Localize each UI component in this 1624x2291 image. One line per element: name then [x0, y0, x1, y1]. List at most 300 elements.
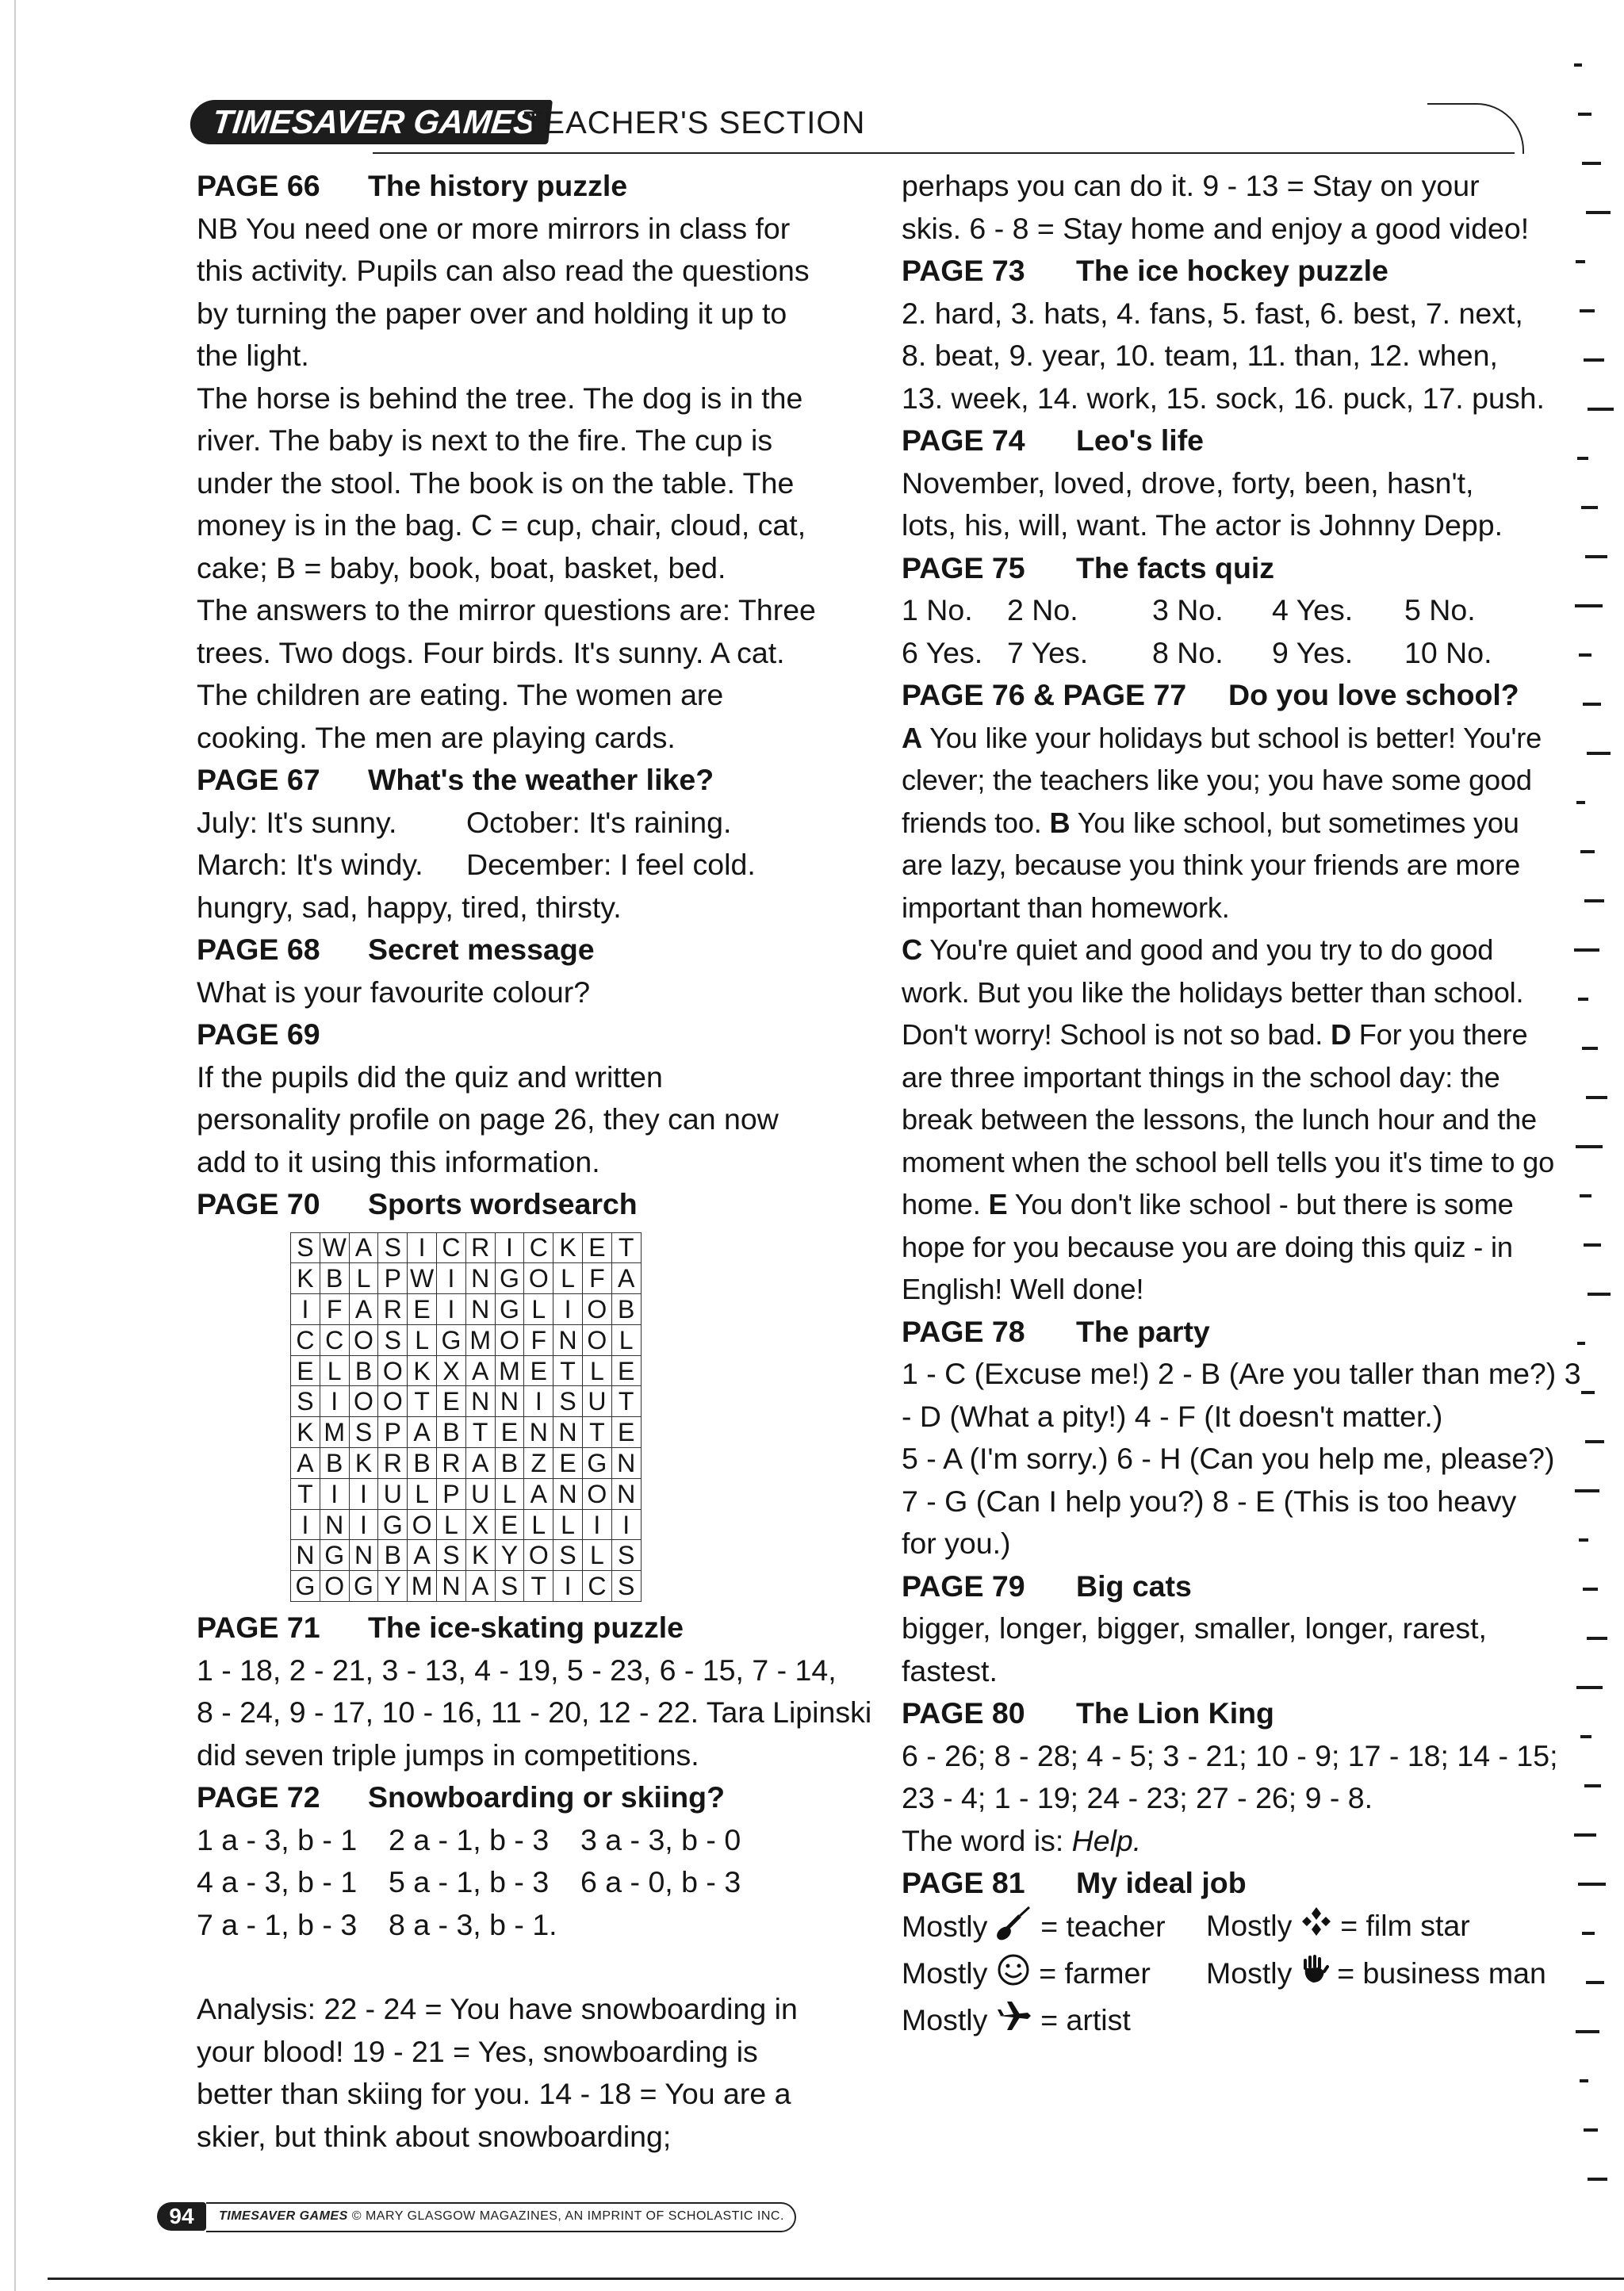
facts-quiz-answer: 5 No. — [1404, 593, 1476, 626]
wordsearch-cell: B — [378, 1540, 408, 1571]
weather-extra: hungry, sad, happy, tired, thirsty. — [197, 890, 622, 924]
wordsearch-cell: O — [349, 1324, 378, 1355]
wordsearch-cell: A — [465, 1571, 495, 1602]
section-body-page-73 — [902, 293, 1568, 420]
facts-quiz-answer: 1 No. — [902, 593, 973, 626]
wordsearch-cell: B — [436, 1417, 465, 1448]
wordsearch-cell: S — [553, 1386, 583, 1417]
lion-king-word: The word is: Help. — [902, 1823, 1142, 1857]
left-column — [197, 165, 879, 2158]
section-body-page-78 — [902, 1353, 1581, 1565]
wordsearch-row — [291, 1417, 642, 1448]
section-heading-page-76-77: PAGE 76 & PAGE 77 Do you love school? — [902, 678, 1519, 711]
text-line: NB You need one or more mirrors in class for — [197, 211, 791, 245]
section-body-page-80 — [902, 1735, 1568, 1820]
right-column — [902, 165, 1581, 2044]
snowboarding-answer: 7 a - 1, b - 3 — [197, 1907, 358, 1941]
school-quiz-results: A You like your holidays but school is better! You're clever; the teachers like you; you have some good friends too. B You like school, but sometimes you are lazy, because you think your friends are more important than homework. C You're quiet and good and you try to do good work. But you like the holidays better than school. Don't worry! School is not so bad. D For you there are three important things in the school day: the break between the lessons, the lunch hour and the moment when the school bell tells you it's time to go home. E You don't like school - but there is some hope for you because you are doing this quiz - in English! Well done! — [902, 721, 1555, 1305]
wordsearch-cell: B — [408, 1448, 437, 1479]
section-heading-page-71: PAGE 71 The ice-skating puzzle — [197, 1611, 684, 1645]
wordsearch-cell: L — [553, 1263, 583, 1294]
facts-quiz-answers — [902, 589, 1568, 674]
page-header — [190, 100, 1530, 155]
wordsearch-cell: O — [408, 1509, 437, 1540]
text-line: trees. Two dogs. Four birds. It's sunny. A cat. — [197, 635, 785, 669]
snowboarding-answer: 2 a - 1, b - 3 — [389, 1822, 550, 1856]
wordsearch-cell: I — [611, 1509, 641, 1540]
wordsearch-cell: R — [465, 1232, 495, 1263]
wordsearch-cell: E — [582, 1232, 611, 1263]
job-farmer: Mostly = farmer — [902, 1952, 1206, 1999]
wordsearch-cell: S — [291, 1232, 320, 1263]
airplane-icon — [996, 2000, 1032, 2044]
text-line: - D (What a pity!) 4 - F (It doesn't matter.) — [902, 1399, 1443, 1433]
edge-mark — [1580, 2079, 1588, 2082]
edge-mark — [1580, 850, 1595, 853]
wordsearch-row — [291, 1540, 642, 1571]
wordsearch-cell: C — [582, 1571, 611, 1602]
weather-answers — [197, 802, 879, 887]
wordsearch-cell: A — [291, 1448, 320, 1479]
wordsearch-cell: R — [378, 1294, 408, 1325]
text-line: If the pupils did the quiz and written — [197, 1059, 663, 1094]
edge-mark — [1582, 162, 1601, 165]
edge-mark — [1575, 1489, 1599, 1492]
wordsearch-cell: K — [553, 1232, 583, 1263]
wordsearch-cell: N — [465, 1386, 495, 1417]
wordsearch-cell: G — [349, 1571, 378, 1602]
section-heading-page-67: PAGE 67 What's the weather like? — [197, 763, 714, 796]
wordsearch-cell: Y — [495, 1540, 524, 1571]
wordsearch-cell: T — [408, 1386, 437, 1417]
edge-mark — [1588, 1293, 1611, 1296]
wordsearch-cell: E — [524, 1355, 553, 1386]
edge-mark — [1578, 1883, 1606, 1886]
edge-mark — [1587, 1637, 1607, 1640]
text-line: your blood! 19 - 21 = Yes, snowboarding is — [197, 2034, 758, 2068]
page-left-edge — [14, 0, 16, 2291]
wordsearch-row — [291, 1263, 642, 1294]
wordsearch-cell: T — [611, 1232, 641, 1263]
wordsearch-cell: O — [582, 1478, 611, 1509]
wordsearch-cell: E — [495, 1509, 524, 1540]
wordsearch-cell: E — [408, 1294, 437, 1325]
page-bottom-edge — [48, 2278, 1624, 2280]
wordsearch-cell: B — [611, 1294, 641, 1325]
wordsearch-row — [291, 1386, 642, 1417]
edge-mark — [1576, 1145, 1603, 1148]
section-body-page-66 — [197, 208, 879, 760]
text-line: 1 - 18, 2 - 21, 3 - 13, 4 - 19, 5 - 23, 6 - 15, 7 - 14, — [197, 1653, 837, 1687]
wordsearch-cell: A — [465, 1448, 495, 1479]
wordsearch-cell: I — [349, 1478, 378, 1509]
job-film-star: Mostly = film star — [1206, 1905, 1539, 1953]
wordsearch-cell: E — [553, 1448, 583, 1479]
footer-credit: TIMESAVER GAMES © MARY GLASGOW MAGAZINES, AN IMPRINT OF SCHOLASTIC INC. — [219, 2209, 784, 2223]
wordsearch-cell: I — [553, 1294, 583, 1325]
wordsearch-cell: S — [378, 1232, 408, 1263]
wordsearch-cell: S — [611, 1571, 641, 1602]
section-heading-page-68: PAGE 68 Secret message — [197, 933, 595, 966]
edge-mark — [1587, 752, 1611, 755]
text-line: skier, but think about snowboarding; — [197, 2119, 672, 2153]
wordsearch-cell: E — [611, 1417, 641, 1448]
wordsearch-cell: A — [349, 1232, 378, 1263]
wordsearch-cell: A — [611, 1263, 641, 1294]
wordsearch-cell: G — [291, 1571, 320, 1602]
snowboarding-analysis — [197, 1988, 879, 2158]
wordsearch-cell: O — [378, 1355, 408, 1386]
wordsearch-cell: Y — [378, 1571, 408, 1602]
edge-mark — [1577, 457, 1588, 460]
wordsearch-cell: P — [378, 1417, 408, 1448]
section-heading-page-74: PAGE 74 Leo's life — [902, 423, 1205, 457]
edge-mark — [1574, 948, 1599, 952]
wordsearch-cell: A — [408, 1417, 437, 1448]
text-line: Analysis: 22 - 24 = You have snowboarding in — [197, 1992, 798, 2026]
weather-answer: July: It's sunny. — [197, 805, 397, 839]
section-body-page-79 — [902, 1607, 1568, 1692]
edge-mark — [1574, 1833, 1596, 1837]
section-body-page-71 — [197, 1649, 879, 1777]
wordsearch-cell: U — [378, 1478, 408, 1509]
text-line: cake; B = baby, book, boat, basket, bed. — [197, 550, 726, 584]
edge-mark — [1575, 604, 1603, 607]
wordsearch-cell: T — [611, 1386, 641, 1417]
text-line: 7 - G (Can I help you?) 8 - E (This is too heavy — [902, 1484, 1517, 1518]
edge-mark — [1576, 1686, 1603, 1689]
edge-mark — [1586, 211, 1611, 214]
section-heading-page-80: PAGE 80 The Lion King — [902, 1696, 1274, 1730]
edge-mark — [1586, 1096, 1607, 1099]
facts-quiz-answer: 2 No. — [1007, 593, 1078, 626]
edge-mark — [1583, 703, 1601, 706]
edge-mark — [1584, 2128, 1598, 2132]
wordsearch-cell: E — [611, 1355, 641, 1386]
edge-mark — [1576, 2030, 1599, 2033]
wordsearch-cell: I — [495, 1232, 524, 1263]
wordsearch-cell: U — [465, 1478, 495, 1509]
wordsearch-cell: P — [378, 1263, 408, 1294]
header-rule — [373, 152, 1515, 154]
wordsearch-row — [291, 1571, 642, 1602]
wordsearch-cell: B — [495, 1448, 524, 1479]
wordsearch-cell: N — [436, 1571, 465, 1602]
edge-mark — [1584, 358, 1604, 362]
wordsearch-row — [291, 1232, 642, 1263]
edge-mark — [1580, 309, 1595, 312]
wordsearch-cell: G — [495, 1294, 524, 1325]
snowboarding-answer: 3 a - 3, b - 0 — [580, 1822, 741, 1856]
wordsearch-cell: C — [320, 1324, 349, 1355]
wordsearch-cell: E — [436, 1386, 465, 1417]
wordsearch-cell: O — [524, 1540, 553, 1571]
facts-quiz-answer: 6 Yes. — [902, 635, 983, 669]
weather-answer: October: It's raining. — [466, 805, 732, 839]
wordsearch-cell: N — [553, 1417, 583, 1448]
wordsearch-row — [291, 1355, 642, 1386]
edge-mark — [1588, 2178, 1607, 2181]
edge-mark — [1586, 1981, 1604, 1984]
section-heading-page-73: PAGE 73 The ice hockey puzzle — [902, 254, 1388, 287]
wordsearch-cell: T — [582, 1417, 611, 1448]
wordsearch-cell: B — [320, 1263, 349, 1294]
edge-mark — [1582, 1047, 1598, 1050]
wordsearch-row — [291, 1324, 642, 1355]
text-line: did seven triple jumps in competitions. — [197, 1737, 699, 1772]
job-teacher: Mostly = teacher — [902, 1905, 1206, 1953]
wordsearch-cell: W — [408, 1263, 437, 1294]
wordsearch-cell: G — [436, 1324, 465, 1355]
text-line: 8 - 24, 9 - 17, 10 - 16, 11 - 20, 12 - 22. Tara Lipinski — [197, 1695, 872, 1730]
text-line: river. The baby is next to the fire. The cup is — [197, 423, 773, 457]
edge-mark — [1579, 1538, 1588, 1542]
wordsearch-cell: I — [436, 1294, 465, 1325]
facts-quiz-answer: 4 Yes. — [1272, 593, 1354, 626]
text-line: add to it using this information. — [197, 1144, 600, 1178]
wordsearch-cell: C — [524, 1232, 553, 1263]
edge-mark — [1581, 1391, 1595, 1394]
wordsearch-cell: O — [524, 1263, 553, 1294]
section-heading-page-79: PAGE 79 Big cats — [902, 1569, 1192, 1603]
wordsearch-cell: I — [436, 1263, 465, 1294]
text-line: this activity. Pupils can also read the questions — [197, 254, 810, 287]
snowboarding-answer: 1 a - 3, b - 1 — [197, 1822, 358, 1856]
header-curve — [1427, 103, 1524, 154]
edge-mark — [1584, 1243, 1601, 1247]
wordsearch-cell: G — [582, 1448, 611, 1479]
section-heading-page-69: PAGE 69 — [197, 1017, 320, 1051]
text-line: personality profile on page 26, they can now — [197, 1102, 779, 1136]
wordsearch-cell: X — [465, 1509, 495, 1540]
wordsearch-cell: K — [349, 1448, 378, 1479]
wordsearch-cell: F — [320, 1294, 349, 1325]
edge-mark — [1585, 1440, 1604, 1443]
wordsearch-row — [291, 1448, 642, 1479]
wordsearch-cell: L — [495, 1478, 524, 1509]
wordsearch-cell: K — [465, 1540, 495, 1571]
wordsearch-cell: M — [320, 1417, 349, 1448]
text-line: under the stool. The book is on the table. The — [197, 465, 795, 500]
wordsearch-cell: O — [582, 1294, 611, 1325]
wordsearch-cell: O — [582, 1324, 611, 1355]
wordsearch-cell: L — [349, 1263, 378, 1294]
wordsearch-cell: L — [582, 1355, 611, 1386]
edge-mark — [1580, 1735, 1591, 1738]
wordsearch-cell: G — [495, 1263, 524, 1294]
wordsearch-cell: S — [378, 1324, 408, 1355]
wordsearch-cell: P — [436, 1478, 465, 1509]
continued-text — [902, 165, 1568, 250]
wordsearch-cell: G — [378, 1509, 408, 1540]
wordsearch-row — [291, 1478, 642, 1509]
wordsearch-cell: N — [524, 1417, 553, 1448]
wordsearch-cell: A — [465, 1355, 495, 1386]
edge-mark — [1584, 1784, 1601, 1787]
wordsearch-cell: N — [349, 1540, 378, 1571]
edge-mark — [1585, 555, 1607, 558]
wordsearch-cell: M — [495, 1355, 524, 1386]
wordsearch-cell: N — [291, 1540, 320, 1571]
wordsearch-cell: L — [408, 1324, 437, 1355]
wordsearch-cell: I — [524, 1386, 553, 1417]
wordsearch-cell: O — [320, 1571, 349, 1602]
wordsearch-cell: R — [436, 1448, 465, 1479]
ideal-job-key — [902, 1905, 1568, 2044]
snowboarding-answers — [197, 1819, 879, 1947]
facts-quiz-answer: 10 No. — [1404, 635, 1492, 669]
edge-mark — [1574, 63, 1582, 67]
wordsearch-cell: A — [349, 1294, 378, 1325]
header-section-title: TEACHER'S SECTION — [523, 105, 866, 140]
wordsearch-cell: I — [349, 1509, 378, 1540]
wordsearch-cell: A — [524, 1478, 553, 1509]
wordsearch-cell: N — [611, 1448, 641, 1479]
edge-mark — [1579, 653, 1591, 657]
wordsearch — [290, 1232, 879, 1603]
wordsearch-cell: S — [436, 1540, 465, 1571]
wordsearch-cell: T — [524, 1571, 553, 1602]
page-number: 94 — [157, 2202, 206, 2231]
wordsearch-cell: G — [320, 1540, 349, 1571]
wordsearch-cell: F — [582, 1263, 611, 1294]
wordsearch-cell: L — [524, 1509, 553, 1540]
weather-answer: March: It's windy. — [197, 848, 423, 881]
edge-mark — [1576, 801, 1585, 804]
wordsearch-cell: N — [495, 1386, 524, 1417]
wordsearch-cell: L — [582, 1540, 611, 1571]
text-line: for you.) — [902, 1527, 1011, 1560]
section-heading-page-72: PAGE 72 Snowboarding or skiing? — [197, 1780, 725, 1814]
text-line: 13. week, 14. work, 15. sock, 16. puck, 17. push. — [902, 381, 1545, 415]
job-business-man: Mostly = business man — [1206, 1952, 1539, 1999]
snowboarding-answer: 4 a - 3, b - 1 — [197, 1865, 358, 1899]
text-line: 8. beat, 9. year, 10. team, 11. than, 12. when, — [902, 339, 1498, 372]
page-footer — [157, 2201, 807, 2232]
wordsearch-row — [291, 1509, 642, 1540]
wordsearch-cell: S — [495, 1571, 524, 1602]
smiley-icon — [996, 1952, 1031, 1999]
edge-mark — [1583, 1588, 1598, 1591]
facts-quiz-answer: 8 No. — [1152, 635, 1224, 669]
snowboarding-answer — [580, 1904, 771, 1947]
wordsearch-cell: F — [524, 1324, 553, 1355]
wordsearch-cell: I — [553, 1571, 583, 1602]
text-line: November, loved, drove, forty, been, hasn't, — [902, 465, 1474, 500]
wordsearch-cell: M — [465, 1324, 495, 1355]
wordsearch-cell: O — [349, 1386, 378, 1417]
edge-mark — [1576, 260, 1585, 263]
wordsearch-cell: L — [320, 1355, 349, 1386]
wordsearch-cell: W — [320, 1232, 349, 1263]
edge-mark — [1580, 1194, 1591, 1197]
text-line: The children are eating. The women are — [197, 678, 724, 711]
hand-icon — [1300, 1954, 1329, 1998]
text-line: 1 - C (Excuse me!) 2 - B (Are you taller than me?) 3 — [902, 1357, 1581, 1390]
edge-mark — [1581, 506, 1598, 509]
snowboarding-answer: 8 a - 3, b - 1. — [389, 1907, 557, 1941]
wordsearch-grid — [290, 1232, 642, 1603]
edge-mark — [1582, 1932, 1595, 1935]
section-heading-page-75: PAGE 75 The facts quiz — [902, 550, 1275, 584]
text-line: perhaps you can do it. 9 - 13 = Stay on your — [902, 169, 1480, 202]
text-line: The answers to the mirror questions are: Three — [197, 593, 816, 626]
edge-mark — [1584, 899, 1604, 902]
wordsearch-cell: N — [320, 1509, 349, 1540]
wordsearch-cell: A — [408, 1540, 437, 1571]
wordsearch-cell: B — [320, 1448, 349, 1479]
wordsearch-cell: I — [320, 1386, 349, 1417]
wordsearch-cell: M — [408, 1571, 437, 1602]
wordsearch-cell: E — [495, 1417, 524, 1448]
text-line: 2. hard, 3. hats, 4. fans, 5. fast, 6. best, 7. next, — [902, 296, 1523, 330]
edge-mark — [1578, 998, 1588, 1001]
wordsearch-cell: I — [291, 1509, 320, 1540]
wordsearch-cell: I — [291, 1294, 320, 1325]
wordsearch-cell: X — [436, 1355, 465, 1386]
wordsearch-cell: S — [553, 1540, 583, 1571]
wordsearch-cell: L — [524, 1294, 553, 1325]
wordsearch-cell: N — [465, 1294, 495, 1325]
section-body-page-69 — [197, 1056, 879, 1184]
section-heading-page-70: PAGE 70 Sports wordsearch — [197, 1187, 638, 1220]
wordsearch-cell: T — [553, 1355, 583, 1386]
text-line: 5 - A (I'm sorry.) 6 - H (Can you help me, please?) — [902, 1442, 1555, 1475]
edge-mark — [1577, 1342, 1585, 1345]
facts-quiz-answer: 9 Yes. — [1272, 635, 1354, 669]
wordsearch-cell: K — [291, 1263, 320, 1294]
section-heading-page-81: PAGE 81 My ideal job — [902, 1866, 1247, 1899]
wordsearch-cell: C — [291, 1324, 320, 1355]
text-line: 6 - 26; 8 - 28; 4 - 5; 3 - 21; 10 - 9; 17 - 18; 14 - 15; — [902, 1738, 1558, 1772]
wordsearch-cell: I — [582, 1509, 611, 1540]
wordsearch-cell: R — [378, 1448, 408, 1479]
wordsearch-cell: K — [408, 1355, 437, 1386]
wordsearch-cell: O — [378, 1386, 408, 1417]
edge-mark — [1588, 408, 1614, 411]
text-line: cooking. The men are playing cards. — [197, 720, 676, 754]
text-line: better than skiing for you. 14 - 18 = You are a — [197, 2077, 791, 2111]
text-line: the light. — [197, 339, 309, 372]
text-line: by turning the paper over and holding it up to — [197, 296, 787, 330]
text-line: The horse is behind the tree. The dog is in the — [197, 381, 803, 415]
wordsearch-cell: I — [408, 1232, 437, 1263]
wordsearch-cell: S — [291, 1386, 320, 1417]
wordsearch-cell: N — [611, 1478, 641, 1509]
scan-edge-marks — [1574, 48, 1618, 2268]
wordsearch-cell: E — [291, 1355, 320, 1386]
weather-answer: December: I feel cold. — [466, 848, 756, 881]
job-artist: Mostly = artist — [902, 1999, 1206, 2044]
wordsearch-cell: L — [611, 1324, 641, 1355]
wordsearch-cell: T — [465, 1417, 495, 1448]
text-line: skis. 6 - 8 = Stay home and enjoy a good video! — [902, 211, 1530, 245]
header-badge: TIMESAVER GAMES — [188, 100, 552, 144]
facts-quiz-answer: 3 No. — [1152, 593, 1224, 626]
wordsearch-cell: I — [320, 1478, 349, 1509]
wordsearch-cell: T — [291, 1478, 320, 1509]
diamonds-icon — [1300, 1906, 1332, 1949]
snowboarding-answer: 6 a - 0, b - 3 — [580, 1865, 741, 1899]
wordsearch-row — [291, 1294, 642, 1325]
wordsearch-cell: N — [553, 1324, 583, 1355]
text-line: lots, his, will, want. The actor is Johnny Depp. — [902, 508, 1503, 542]
wordsearch-cell: L — [553, 1509, 583, 1540]
spacer — [197, 1946, 879, 1988]
text-line: bigger, longer, bigger, smaller, longer, rarest, — [902, 1611, 1487, 1645]
text-line: 23 - 4; 1 - 19; 24 - 23; 27 - 26; 9 - 8. — [902, 1781, 1373, 1814]
section-heading-page-78: PAGE 78 The party — [902, 1314, 1210, 1348]
